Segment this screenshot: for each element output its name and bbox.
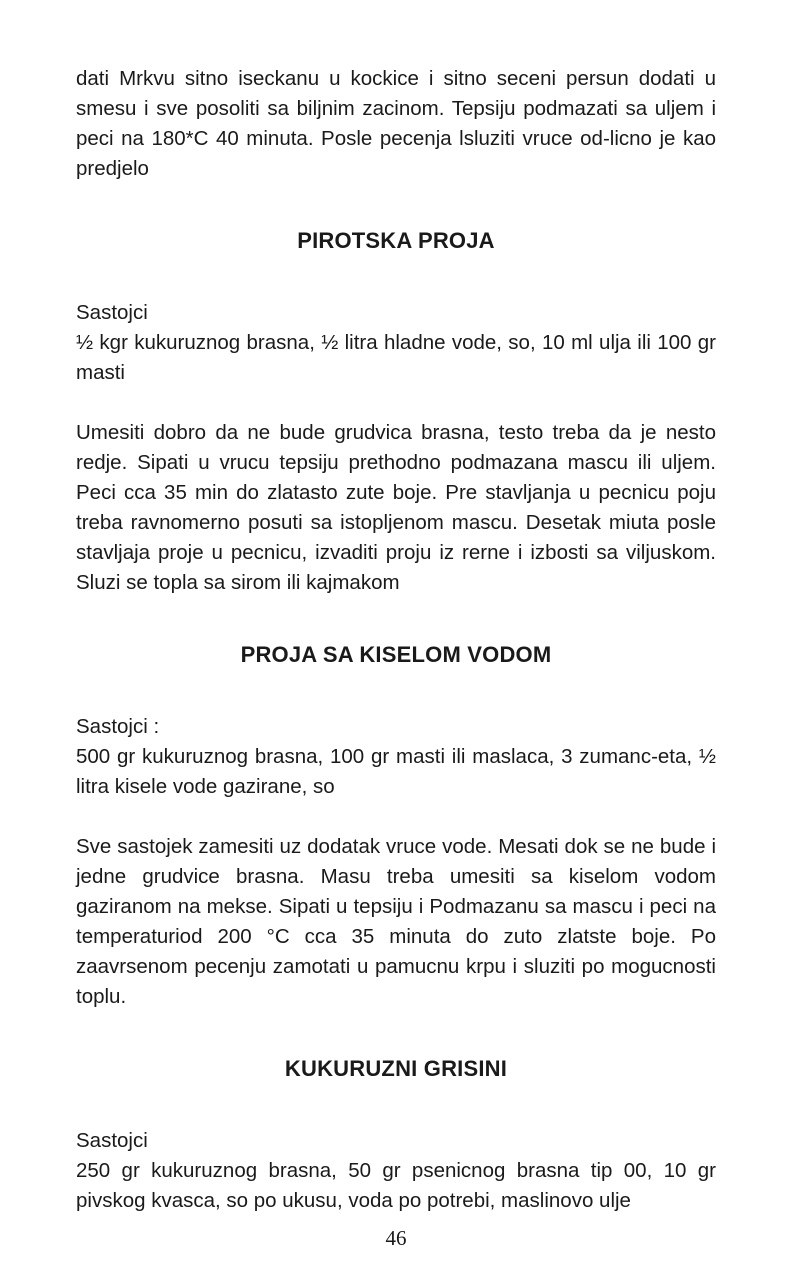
- ingredients-label: Sastojci: [76, 301, 148, 324]
- method-paragraph: Sve sastojek zamesiti uz dodatak vruce vode. Mesati dok se ne bude i jedne grudvice brasna. Masu treba umesiti sa kiselom vodom gaziranom na mekse. Sipati u tepsiju i Podmazanu sa mascu i peci na temperaturiod 200 °C cca 35 minuta do zuto zlatste boje. Po zaavrsenom pecenju zamotati u pamucnu krpu i sluziti po mogucnosti toplu.: [76, 835, 716, 1008]
- ingredients-label: Sastojci: [76, 1129, 148, 1152]
- ingredients-list: ½ kgr kukuruznog brasna, ½ litra hladne vode, so, 10 ml ulja ili 100 gr masti: [76, 331, 716, 384]
- intro-paragraph: dati Mrkvu sitno iseckanu u kockice i sitno seceni persun dodati u smesu i sve posoliti sa biljnim zacinom. Tepsiju podmazati sa uljem i peci na 180*C 40 minuta. Posle pecenja lsluziti vruce od-licno je kao predjelo: [76, 67, 716, 180]
- recipe-title: PIROTSKA PROJA: [297, 228, 495, 253]
- recipe-title: PROJA SA KISELOM VODOM: [240, 642, 552, 667]
- ingredients-label: Sastojci :: [76, 715, 160, 738]
- ingredients-list: 500 gr kukuruznog brasna, 100 gr masti ili maslaca, 3 zumanc-eta, ½ litra kisele vode gazirane, so: [76, 745, 716, 798]
- recipe-title: KUKURUZNI GRISINI: [284, 1056, 508, 1081]
- page-body: [76, 64, 716, 1216]
- ingredients-list: 250 gr kukuruznog brasna, 50 gr psenicnog brasna tip 00, 10 gr pivskog kvasca, so po ukusu, voda po potrebi, maslinovo ulje: [76, 1159, 716, 1212]
- method-paragraph: Umesiti dobro da ne bude grudvica brasna, testo treba da je nesto redje. Sipati u vrucu tepsiju prethodno podmazana mascu ili uljem. Peci cca 35 min do zlatasto zute boje. Pre stavljanja u pecnicu poju treba ravnomerno posuti sa istopljenom mascu. Desetak miuta posle stavljaja proje u pecnicu, izvaditi proju iz rerne i izbosti sa viljuskom. Sluzi se topla sa sirom ili kajmakom: [76, 421, 716, 594]
- page-number: 46: [385, 1226, 407, 1250]
